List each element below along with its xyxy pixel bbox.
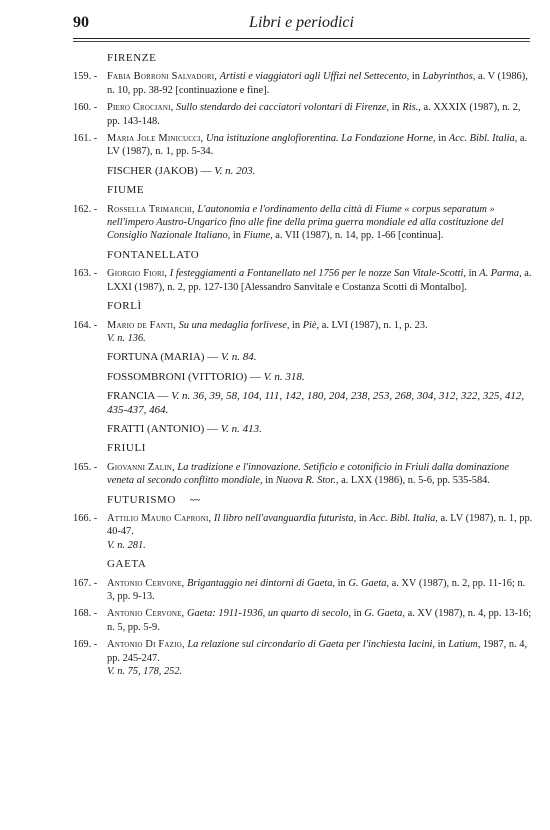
entry-in: in xyxy=(434,639,449,651)
xref-ref: V. n. 36, 39, 58, 104, 111, 142, 180, 204, 238, 253, 268, 304, 312, 322, 325, 412, 435-437, 464. xyxy=(107,390,525,416)
entry-author: Giorgio Fiori, xyxy=(107,268,168,280)
entry-in: in xyxy=(351,608,365,620)
entry-author: Mario de Fanti, xyxy=(107,319,176,331)
entry-details: 1987, n. 4, pp. 245-247. xyxy=(107,639,528,664)
entry-159 xyxy=(73,70,533,97)
entry-journal: A. Parma, xyxy=(479,268,522,280)
entry-161 xyxy=(73,132,533,159)
entry-details: a. LVI (1987), n. 1, p. 23. xyxy=(319,319,428,331)
entry-author: Maria Jole Minicucci, xyxy=(107,133,204,145)
entry-journal: Fiume, xyxy=(243,230,273,242)
xref-name: FORTUNA (MARIA) — xyxy=(107,351,221,364)
entry-160 xyxy=(73,101,533,128)
xref-name: FISCHER (JAKOB) — xyxy=(107,164,215,177)
entry-number: 160. - xyxy=(73,102,98,114)
entry-see-also: V. n. 281. xyxy=(107,539,146,551)
entry-title: Una istituzione anglofiorentina. La Fondazione Horne, xyxy=(205,133,436,145)
section-heading-forli: FORLÌ xyxy=(107,300,142,313)
entry-number: 162. - xyxy=(73,203,98,215)
entry-in: in xyxy=(356,512,370,524)
entry-details: a. XXXIX (1987), n. 2, pp. 143-148. xyxy=(107,102,521,127)
entry-author: Antonio Di Fazio, xyxy=(107,639,185,651)
entry-number: 159. - xyxy=(73,71,98,83)
section-heading-futurismo xyxy=(107,494,533,507)
entry-journal: Piè, xyxy=(302,319,320,331)
entry-title: La relazione sul circondario di Gaeta per l'inchiesta Iacini, xyxy=(187,639,435,651)
entry-165 xyxy=(73,461,533,488)
entry-in: in xyxy=(435,133,449,145)
smudge-mark: ~~ xyxy=(189,494,201,505)
running-header xyxy=(73,12,530,36)
entry-in: in xyxy=(230,230,244,242)
entry-see-also: V. n. 75, 178, 252. xyxy=(107,666,183,678)
entry-journal: Acc. Bibl. Italia, xyxy=(448,133,518,145)
entry-author: Antonio Cervone, xyxy=(107,608,185,620)
entry-title: Su una medaglia forlivese, xyxy=(178,319,290,331)
entry-in: in xyxy=(465,268,480,280)
xref-fratti xyxy=(107,423,533,436)
entry-details: a. LXX (1986), n. 5-6, pp. 535-584. xyxy=(338,475,490,487)
entry-168 xyxy=(73,607,533,634)
entry-164 xyxy=(73,319,533,346)
entry-title: I festeggiamenti a Fontanellato nel 1756 per le nozze San Vitale-Scotti, xyxy=(169,268,466,280)
entry-162 xyxy=(73,203,533,243)
entry-see-also: V. n. 136. xyxy=(107,332,146,344)
xref-name: FOSSOMBRONI (VITTORIO) — xyxy=(107,370,264,383)
entry-journal: Nuova R. Stor., xyxy=(275,475,339,487)
bibliography-list xyxy=(73,52,533,682)
page-number: 90 xyxy=(73,14,89,31)
entry-title: Artisti e viaggiatori agli Uffizi nel Settecento, xyxy=(219,71,410,83)
xref-ref: V. n. 413. xyxy=(220,422,262,435)
entry-number: 163. - xyxy=(73,268,98,280)
xref-name: FRATTI (ANTONIO) — xyxy=(107,422,221,435)
entry-number: 168. - xyxy=(73,608,98,620)
entry-author: Antonio Cervone, xyxy=(107,577,185,589)
entry-details: a. LV (1987), n. 1, pp. 40-47. xyxy=(107,512,533,538)
entry-number: 166. - xyxy=(73,512,98,524)
section-heading-firenze: FIRENZE xyxy=(107,52,157,64)
entry-details: a. XV (1987), n. 2, pp. 11-16; n. 3, pp. 9-13. xyxy=(107,577,526,602)
entry-details: a. XV (1987), n. 4, pp. 13-16; n. 5, pp. 5-9. xyxy=(107,608,532,633)
entry-journal: Latium, xyxy=(448,639,481,651)
entry-title: La tradizione e l'innovazione. Setificio e cotonificio in Friuli dalla dominazione veneta al secondo conflitto mondiale, xyxy=(107,461,509,487)
entry-author: Fabia Borroni Salvadori, xyxy=(107,71,218,83)
entry-in: in xyxy=(389,102,403,114)
header-rule-thin xyxy=(73,41,530,42)
entry-in: in xyxy=(289,319,303,331)
entry-title: Brigantaggio nei dintorni di Gaeta, xyxy=(186,577,336,589)
entry-in: in xyxy=(262,475,276,487)
entry-number: 167. - xyxy=(73,577,98,589)
entry-169 xyxy=(73,638,533,678)
entry-journal: G. Gaeta, xyxy=(348,577,390,589)
entry-title: Gaeta: 1911-1936, un quarto di secolo, xyxy=(186,608,351,620)
entry-journal: Labyrinthos, xyxy=(422,71,476,83)
entry-166 xyxy=(73,512,533,552)
section-heading-fiume: FIUME xyxy=(107,184,145,197)
entry-title: Sullo stendardo dei cacciatori volontari di Firenze, xyxy=(176,102,390,114)
header-rule-thick xyxy=(73,38,530,39)
entry-number: 161. - xyxy=(73,133,98,145)
section-heading-gaeta: GAETA xyxy=(107,558,147,571)
entry-details: a. VII (1987), n. 14, pp. 1-66 [continua]. xyxy=(272,230,444,242)
xref-fossombroni xyxy=(107,371,533,384)
section-heading-text: FUTURISMO xyxy=(107,493,176,506)
section-heading-friuli: FRIULI xyxy=(107,442,147,455)
entry-journal: Acc. Bibl. Italia, xyxy=(369,512,438,524)
entry-title: Il libro nell'avanguardia futurista, xyxy=(213,512,357,524)
xref-fortuna xyxy=(107,351,533,364)
entry-author: Rossella Trimarchi, xyxy=(107,203,195,215)
xref-ref: V. n. 203. xyxy=(214,164,256,177)
entry-details: a. V (1986), n. 10, pp. 38-92 [continuazione e fine]. xyxy=(107,71,528,96)
entry-in: in xyxy=(409,71,423,83)
entry-author: Attilio Mauro Caproni, xyxy=(107,512,212,524)
running-title: Libri e periodici xyxy=(249,14,354,31)
entry-author: Piero Crociani, xyxy=(107,102,174,114)
entry-in: in xyxy=(335,577,349,589)
entry-163 xyxy=(73,267,533,294)
entry-details: a. LV (1987), n. 1, pp. 5-34. xyxy=(107,133,528,158)
entry-author: Giovanni Zalin, xyxy=(107,461,175,473)
entry-number: 169. - xyxy=(73,639,98,651)
entry-journal: G. Gaeta, xyxy=(364,608,405,620)
xref-name: FRANCIA — xyxy=(107,390,172,403)
entry-details: a. LXXI (1987), n. 2, pp. 127-130 [Alessandro Sanvitale e Costanza Scotti di Montalbo]. xyxy=(107,268,532,293)
entry-number: 164. - xyxy=(73,319,98,331)
section-heading-fontanellato: FONTANELLATO xyxy=(107,248,200,261)
xref-fischer xyxy=(107,165,533,178)
xref-ref: V. n. 318. xyxy=(263,370,305,383)
xref-ref: V. n. 84. xyxy=(220,351,257,364)
entry-167 xyxy=(73,577,533,604)
entry-journal: Ris., xyxy=(402,102,421,114)
entry-title: L'autonomia e l'ordinamento della città di Fiume « corpus separatum » nell'impero Austro-Ungarico fino alle fine della prima guerra mondiale ed alla costituzione del Consiglio Nazionale Italiano, xyxy=(107,203,504,242)
xref-francia xyxy=(107,390,533,417)
entry-number: 165. - xyxy=(73,461,98,473)
